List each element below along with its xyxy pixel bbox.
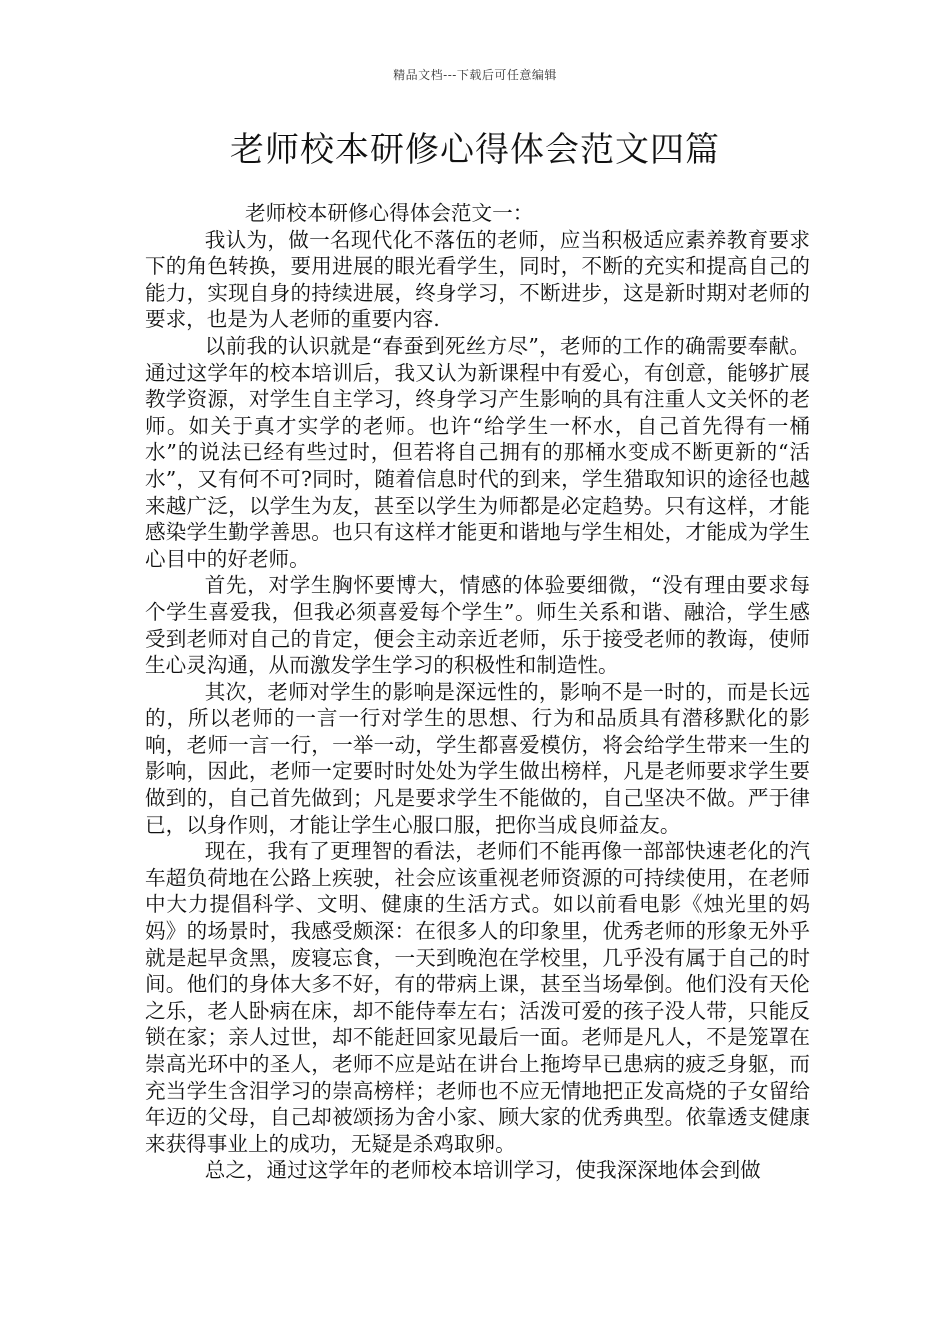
section-heading: 老师校本研修心得体会范文一： bbox=[245, 201, 534, 225]
document-body bbox=[145, 200, 810, 1184]
paragraph-3: 首先，对学生胸怀要博大，情感的体验要细微，“没有理由要求每个学生喜爱我，但我必须喜爱每个学生”。师生关系和谐、融洽，学生感受到老师对自己的肯定，便会主动亲近老师，乐于接受老师的教诲，使师生心灵沟通，从而激发学生学习的积极性和制造性。 bbox=[145, 573, 810, 678]
paragraph-4: 其次，老师对学生的影响是深远性的，影响不是一时的，而是长远的，所以老师的一言一行对学生的思想、行为和品质具有潜移默化的影响，老师一言一行，一举一动，学生都喜爱模仿，将会给学生带来一生的影响，因此，老师一定要时时处处为学生做出榜样，凡是老师要求学生要做到的，自己首先做到；凡是要求学生不能做的，自己坚决不做。严于律已，以身作则，才能让学生心服口服，把你当成良师益友。 bbox=[145, 679, 810, 837]
paragraph-2: 以前我的认识就是“春蚕到死丝方尽”，老师的工作的确需要奉献。通过这学年的校本培训后，我又认为新课程中有爱心，有创意，能够扩展教学资源，对学生自主学习，终身学习产生影响的具有注重人文关怀的老师。如关于真才实学的老师。也许“给学生一杯水，自己首先得有一桶水”的说法已经有些过时，但若将自己拥有的那桶水变成不断更新的“活水”，又有何不可?同时，随着信息时代的到来，学生猎取知识的途径也越来越广泛，以学生为友，甚至以学生为师都是必定趋势。只有这样，才能感染学生勤学善思。也只有这样才能更和谐地与学生相处，才能成为学生心目中的好老师。 bbox=[145, 333, 810, 571]
paragraph-1: 我认为，做一名现代化不落伍的老师，应当积极适应素养教育要求下的角色转换，要用进展的眼光看学生，同时，不断的充实和提高自己的能力，实现自身的持续进展，终身学习，不断进步，这是新时期对老师的要求，也是为人老师的重要内容. bbox=[145, 227, 810, 332]
document-title: 老师校本研修心得体会范文四篇 bbox=[230, 130, 720, 170]
paragraph-5: 现在，我有了更理智的看法，老师们不能再像一部部快速老化的汽车超负荷地在公路上疾驶，社会应该重视老师资源的可持续使用，在老师中大力提倡科学、文明、健康的生活方式。如以前看电影《烛光里的妈妈》的场景时，我感受颇深：在很多人的印象里，优秀老师的形象无外乎就是起早贪黑，废寝忘食，一天到晚泡在学校里，几乎没有属于自己的时间。他们的身体大多不好，有的带病上课，甚至当场晕倒。他们没有天伦之乐，老人卧病在床，却不能侍奉左右；活泼可爱的孩子没人带，只能反锁在家；亲人过世，却不能赶回家见最后一面。老师是凡人，不是笼罩在崇高光环中的圣人，老师不应是站在讲台上拖垮早已患病的疲乏身躯，而充当学生含泪学习的崇高榜样；老师也不应无情地把正发高烧的子女留给年迈的父母，自己却被颂扬为舍小家、顾大家的优秀典型。依靠透支健康来获得事业上的成功，无疑是杀鸡取卵。 bbox=[145, 839, 810, 1156]
paragraph-6: 总之，通过这学年的老师校本培训学习，使我深深地体会到做 bbox=[204, 1158, 761, 1183]
header-note: 精品文档---下载后可任意编辑 bbox=[393, 68, 557, 82]
